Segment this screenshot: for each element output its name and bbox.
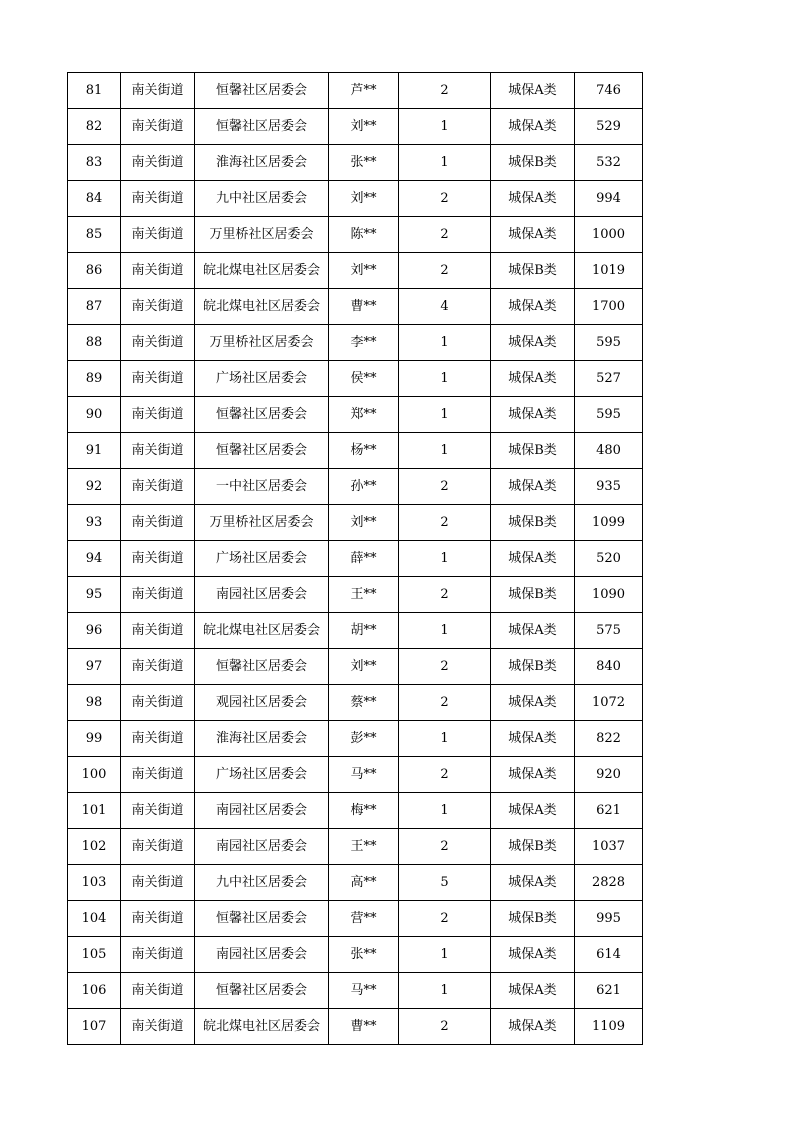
table-row [68,901,643,937]
row-number-cell: 87 [68,289,121,325]
amount-cell: 935 [575,469,643,505]
category-cell: 城保A类 [491,469,575,505]
community-cell: 观园社区居委会 [195,685,329,721]
amount-cell: 1099 [575,505,643,541]
name-cell: 王** [329,577,399,613]
table-row [68,325,643,361]
amount-cell: 529 [575,109,643,145]
category-cell: 城保A类 [491,361,575,397]
household-count-cell: 2 [399,469,491,505]
table-row [68,361,643,397]
street-cell: 南关街道 [121,361,195,397]
row-number-cell: 106 [68,973,121,1009]
household-count-cell: 1 [399,433,491,469]
street-cell: 南关街道 [121,793,195,829]
name-cell: 王** [329,829,399,865]
street-cell: 南关街道 [121,973,195,1009]
community-cell: 南园社区居委会 [195,829,329,865]
amount-cell: 994 [575,181,643,217]
street-cell: 南关街道 [121,325,195,361]
category-cell: 城保A类 [491,613,575,649]
street-cell: 南关街道 [121,109,195,145]
category-cell: 城保A类 [491,541,575,577]
table-row [68,217,643,253]
category-cell: 城保A类 [491,793,575,829]
community-cell: 九中社区居委会 [195,865,329,901]
table-row [68,937,643,973]
street-cell: 南关街道 [121,613,195,649]
category-cell: 城保A类 [491,217,575,253]
community-cell: 恒馨社区居委会 [195,433,329,469]
name-cell: 杨** [329,433,399,469]
community-cell: 皖北煤电社区居委会 [195,613,329,649]
amount-cell: 1072 [575,685,643,721]
table-row [68,757,643,793]
household-count-cell: 2 [399,577,491,613]
amount-cell: 920 [575,757,643,793]
row-number-cell: 100 [68,757,121,793]
row-number-cell: 96 [68,613,121,649]
amount-cell: 595 [575,397,643,433]
name-cell: 胡** [329,613,399,649]
table-row [68,829,643,865]
table-row [68,577,643,613]
community-cell: 南园社区居委会 [195,937,329,973]
amount-cell: 595 [575,325,643,361]
row-number-cell: 99 [68,721,121,757]
row-number-cell: 90 [68,397,121,433]
row-number-cell: 102 [68,829,121,865]
category-cell: 城保B类 [491,145,575,181]
name-cell: 曹** [329,289,399,325]
category-cell: 城保A类 [491,181,575,217]
amount-cell: 1090 [575,577,643,613]
name-cell: 李** [329,325,399,361]
amount-cell: 746 [575,73,643,109]
household-count-cell: 5 [399,865,491,901]
household-count-cell: 1 [399,361,491,397]
household-count-cell: 1 [399,721,491,757]
street-cell: 南关街道 [121,145,195,181]
table-row [68,1009,643,1045]
row-number-cell: 103 [68,865,121,901]
amount-cell: 621 [575,793,643,829]
amount-cell: 621 [575,973,643,1009]
household-count-cell: 2 [399,217,491,253]
row-number-cell: 82 [68,109,121,145]
category-cell: 城保A类 [491,73,575,109]
street-cell: 南关街道 [121,217,195,253]
table-row [68,433,643,469]
category-cell: 城保A类 [491,973,575,1009]
household-count-cell: 1 [399,325,491,361]
street-cell: 南关街道 [121,649,195,685]
table-row [68,973,643,1009]
category-cell: 城保B类 [491,577,575,613]
household-count-cell: 2 [399,253,491,289]
category-cell: 城保A类 [491,685,575,721]
community-cell: 一中社区居委会 [195,469,329,505]
category-cell: 城保B类 [491,649,575,685]
row-number-cell: 84 [68,181,121,217]
household-count-cell: 1 [399,397,491,433]
amount-cell: 1000 [575,217,643,253]
data-table [67,72,643,1045]
table-row [68,145,643,181]
table-row [68,721,643,757]
table-row [68,289,643,325]
amount-cell: 520 [575,541,643,577]
table-row [68,469,643,505]
category-cell: 城保A类 [491,937,575,973]
household-count-cell: 2 [399,829,491,865]
street-cell: 南关街道 [121,289,195,325]
street-cell: 南关街道 [121,721,195,757]
row-number-cell: 88 [68,325,121,361]
name-cell: 刘** [329,649,399,685]
row-number-cell: 98 [68,685,121,721]
row-number-cell: 91 [68,433,121,469]
name-cell: 侯** [329,361,399,397]
community-cell: 淮海社区居委会 [195,145,329,181]
household-count-cell: 2 [399,505,491,541]
amount-cell: 822 [575,721,643,757]
household-count-cell: 1 [399,793,491,829]
name-cell: 马** [329,973,399,1009]
category-cell: 城保B类 [491,433,575,469]
street-cell: 南关街道 [121,433,195,469]
household-count-cell: 1 [399,145,491,181]
row-number-cell: 81 [68,73,121,109]
table-row [68,73,643,109]
name-cell: 陈** [329,217,399,253]
community-cell: 恒馨社区居委会 [195,901,329,937]
household-count-cell: 2 [399,685,491,721]
street-cell: 南关街道 [121,757,195,793]
amount-cell: 995 [575,901,643,937]
community-cell: 皖北煤电社区居委会 [195,289,329,325]
table-row [68,505,643,541]
amount-cell: 1037 [575,829,643,865]
name-cell: 芦** [329,73,399,109]
table-row [68,793,643,829]
row-number-cell: 83 [68,145,121,181]
row-number-cell: 85 [68,217,121,253]
name-cell: 张** [329,937,399,973]
household-count-cell: 1 [399,541,491,577]
name-cell: 彭** [329,721,399,757]
community-cell: 皖北煤电社区居委会 [195,253,329,289]
community-cell: 淮海社区居委会 [195,721,329,757]
category-cell: 城保B类 [491,253,575,289]
amount-cell: 1109 [575,1009,643,1045]
name-cell: 刘** [329,253,399,289]
street-cell: 南关街道 [121,397,195,433]
community-cell: 万里桥社区居委会 [195,325,329,361]
table-row [68,397,643,433]
household-count-cell: 2 [399,1009,491,1045]
category-cell: 城保A类 [491,721,575,757]
street-cell: 南关街道 [121,541,195,577]
name-cell: 蔡** [329,685,399,721]
household-count-cell: 2 [399,901,491,937]
category-cell: 城保B类 [491,901,575,937]
name-cell: 刘** [329,109,399,145]
community-cell: 万里桥社区居委会 [195,217,329,253]
name-cell: 刘** [329,505,399,541]
household-count-cell: 2 [399,181,491,217]
row-number-cell: 95 [68,577,121,613]
table-row [68,649,643,685]
street-cell: 南关街道 [121,253,195,289]
row-number-cell: 94 [68,541,121,577]
table-row [68,685,643,721]
street-cell: 南关街道 [121,901,195,937]
household-count-cell: 1 [399,109,491,145]
community-cell: 广场社区居委会 [195,757,329,793]
table-row [68,253,643,289]
amount-cell: 614 [575,937,643,973]
street-cell: 南关街道 [121,505,195,541]
category-cell: 城保A类 [491,289,575,325]
category-cell: 城保B类 [491,829,575,865]
row-number-cell: 101 [68,793,121,829]
community-cell: 九中社区居委会 [195,181,329,217]
community-cell: 恒馨社区居委会 [195,649,329,685]
amount-cell: 1700 [575,289,643,325]
household-count-cell: 1 [399,937,491,973]
name-cell: 张** [329,145,399,181]
street-cell: 南关街道 [121,865,195,901]
community-cell: 广场社区居委会 [195,541,329,577]
household-count-cell: 1 [399,973,491,1009]
row-number-cell: 104 [68,901,121,937]
community-cell: 恒馨社区居委会 [195,109,329,145]
name-cell: 郑** [329,397,399,433]
community-cell: 万里桥社区居委会 [195,505,329,541]
row-number-cell: 89 [68,361,121,397]
row-number-cell: 107 [68,1009,121,1045]
community-cell: 南园社区居委会 [195,577,329,613]
community-cell: 南园社区居委会 [195,793,329,829]
street-cell: 南关街道 [121,73,195,109]
name-cell: 孙** [329,469,399,505]
name-cell: 马** [329,757,399,793]
street-cell: 南关街道 [121,685,195,721]
name-cell: 曹** [329,1009,399,1045]
amount-cell: 527 [575,361,643,397]
amount-cell: 480 [575,433,643,469]
household-count-cell: 2 [399,73,491,109]
amount-cell: 532 [575,145,643,181]
table-row [68,181,643,217]
household-count-cell: 4 [399,289,491,325]
name-cell: 营** [329,901,399,937]
category-cell: 城保A类 [491,397,575,433]
category-cell: 城保A类 [491,757,575,793]
household-count-cell: 2 [399,649,491,685]
category-cell: 城保A类 [491,1009,575,1045]
street-cell: 南关街道 [121,937,195,973]
amount-cell: 1019 [575,253,643,289]
table-row [68,541,643,577]
name-cell: 薛** [329,541,399,577]
table-row [68,865,643,901]
community-cell: 皖北煤电社区居委会 [195,1009,329,1045]
household-count-cell: 1 [399,613,491,649]
street-cell: 南关街道 [121,577,195,613]
row-number-cell: 93 [68,505,121,541]
street-cell: 南关街道 [121,181,195,217]
row-number-cell: 105 [68,937,121,973]
community-cell: 恒馨社区居委会 [195,397,329,433]
name-cell: 梅** [329,793,399,829]
category-cell: 城保A类 [491,325,575,361]
street-cell: 南关街道 [121,469,195,505]
category-cell: 城保A类 [491,865,575,901]
category-cell: 城保B类 [491,505,575,541]
row-number-cell: 97 [68,649,121,685]
category-cell: 城保A类 [491,109,575,145]
street-cell: 南关街道 [121,1009,195,1045]
table-row [68,109,643,145]
street-cell: 南关街道 [121,829,195,865]
community-cell: 恒馨社区居委会 [195,73,329,109]
community-cell: 恒馨社区居委会 [195,973,329,1009]
amount-cell: 2828 [575,865,643,901]
table-row [68,613,643,649]
name-cell: 高** [329,865,399,901]
amount-cell: 840 [575,649,643,685]
table-body [68,73,643,1045]
row-number-cell: 86 [68,253,121,289]
amount-cell: 575 [575,613,643,649]
community-cell: 广场社区居委会 [195,361,329,397]
household-count-cell: 2 [399,757,491,793]
row-number-cell: 92 [68,469,121,505]
name-cell: 刘** [329,181,399,217]
